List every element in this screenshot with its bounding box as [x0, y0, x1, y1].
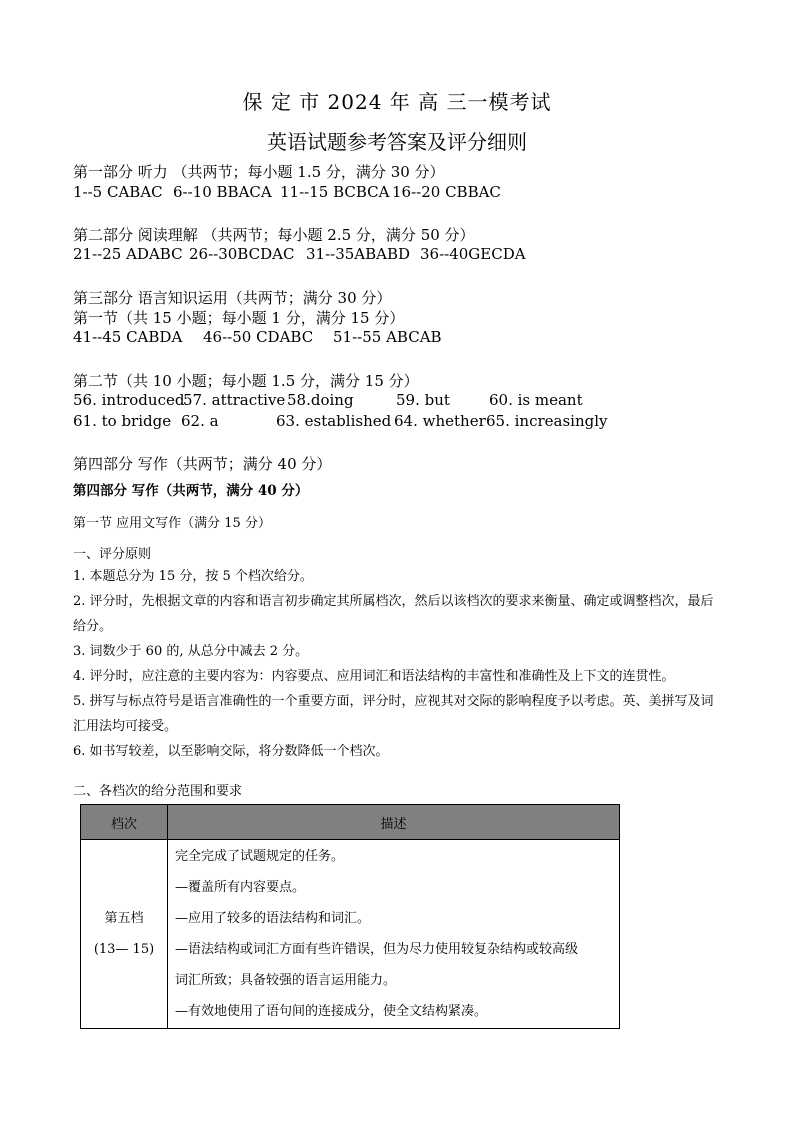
levels-heading: 二、各档次的给分范围和要求 — [73, 784, 243, 799]
part3-section2-heading: 第二节（共 10 小题；每小题 1.5 分，满分 15 分） — [73, 372, 419, 390]
principles-heading: 一、评分原则 — [73, 547, 152, 562]
scoring-table — [80, 804, 620, 1029]
part3-section2-row1 — [73, 391, 583, 409]
principle-item: 1. 本题总分为 15 分，按 5 个档次给分。 — [73, 569, 313, 584]
answer-group: 26--30BCDAC — [189, 245, 295, 263]
part2-answers — [73, 245, 526, 263]
answer-group: 1--5 CABAC — [73, 183, 163, 201]
answer-item: 58.doing — [287, 391, 354, 409]
level-cell — [81, 840, 168, 1029]
answer-group: 16--20 CBBAC — [392, 183, 501, 201]
part3-heading: 第三部分 语言知识运用（共两节；满分 30 分） — [73, 289, 392, 307]
column-header-level: 档次 — [81, 805, 168, 840]
principles-list — [73, 564, 723, 764]
answer-group: 31--35ABABD — [306, 245, 411, 263]
part3-section1-answers — [73, 328, 442, 346]
description-line: 完全完成了试题规定的任务。 — [175, 849, 345, 864]
answer-group: 41--45 CABDA — [73, 328, 183, 346]
description-line: —覆盖所有内容要点。 — [175, 880, 306, 895]
principle-item: 3. 词数少于 60 的, 从总分中减去 2 分。 — [73, 644, 309, 659]
part4-section1-heading: 第一节 应用文写作（满分 15 分） — [73, 516, 271, 531]
principle-item: 2. 评分时，先根据文章的内容和语言初步确定其所属档次，然后以该档次的要求来衡量、确定或调整档次，最后给分。 — [73, 594, 714, 634]
answer-group: 51--55 ABCAB — [333, 328, 442, 346]
table-header-row — [81, 805, 620, 840]
part2-heading: 第二部分 阅读理解 （共两节；每小题 2.5 分，满分 50 分） — [73, 226, 475, 244]
description-line: —应用了较多的语法结构和词汇。 — [175, 911, 371, 926]
principle-item: 6. 如书写较差，以至影响交际，将分数降低一个档次。 — [73, 744, 389, 759]
part1-answers — [73, 183, 501, 201]
part4-heading: 第四部分 写作（共两节；满分 40 分） — [73, 455, 332, 473]
answer-group: 21--25 ADABC — [73, 245, 183, 263]
principle-item: 4. 评分时，应注意的主要内容为：内容要点、应用词汇和语法结构的丰富性和准确性及上下文的连贯性。 — [73, 669, 675, 684]
answer-item: 56. introduced — [73, 391, 185, 409]
answer-item: 59. but — [396, 391, 450, 409]
exam-title: 保 定 市 2024 年 高 三一模考试 — [242, 90, 552, 114]
answer-item: 64. whether — [394, 412, 486, 430]
description-line: 词汇所致；具备较强的语言运用能力。 — [175, 973, 397, 988]
answer-group: 11--15 BCBCA — [280, 183, 390, 201]
description-line: —语法结构或词汇方面有些许错误，但为尽力使用较复杂结构或较高级 — [175, 942, 579, 957]
answer-item: 62. a — [181, 412, 219, 430]
answer-item: 60. is meant — [489, 391, 583, 409]
answer-item: 61. to bridge — [73, 412, 172, 430]
principle-item: 5. 拼写与标点符号是语言准确性的一个重要方面，评分时，应视其对交际的影响程度予以考虑。英、美拼写及词汇用法均可接受。 — [73, 694, 714, 734]
part1-heading: 第一部分 听力 （共两节；每小题 1.5 分，满分 30 分） — [73, 163, 445, 181]
answer-item: 65. increasingly — [486, 412, 608, 430]
part3-section2-row2 — [73, 412, 608, 430]
level-range: (13— 15) — [93, 942, 155, 957]
answer-group: 36--40GECDA — [420, 245, 526, 263]
column-header-description: 描述 — [168, 805, 620, 840]
part4-heading-bold: 第四部分 写作（共两节，满分 40 分） — [73, 483, 309, 499]
description-cell — [168, 840, 620, 1029]
level-name: 第五档 — [104, 911, 144, 926]
answer-item: 57. attractive — [183, 391, 286, 409]
description-line: —有效地使用了语句间的连接成分，使全文结构紧凑。 — [175, 1004, 488, 1019]
table-row — [81, 840, 620, 1029]
answer-group: 46--50 CDABC — [203, 328, 314, 346]
answer-item: 63. established — [276, 412, 392, 430]
answer-group: 6--10 BBACA — [173, 183, 272, 201]
document-title: 英语试题参考答案及评分细则 — [267, 130, 527, 154]
part3-section1-heading: 第一节（共 15 小题；每小题 1 分，满分 15 分） — [73, 309, 405, 327]
